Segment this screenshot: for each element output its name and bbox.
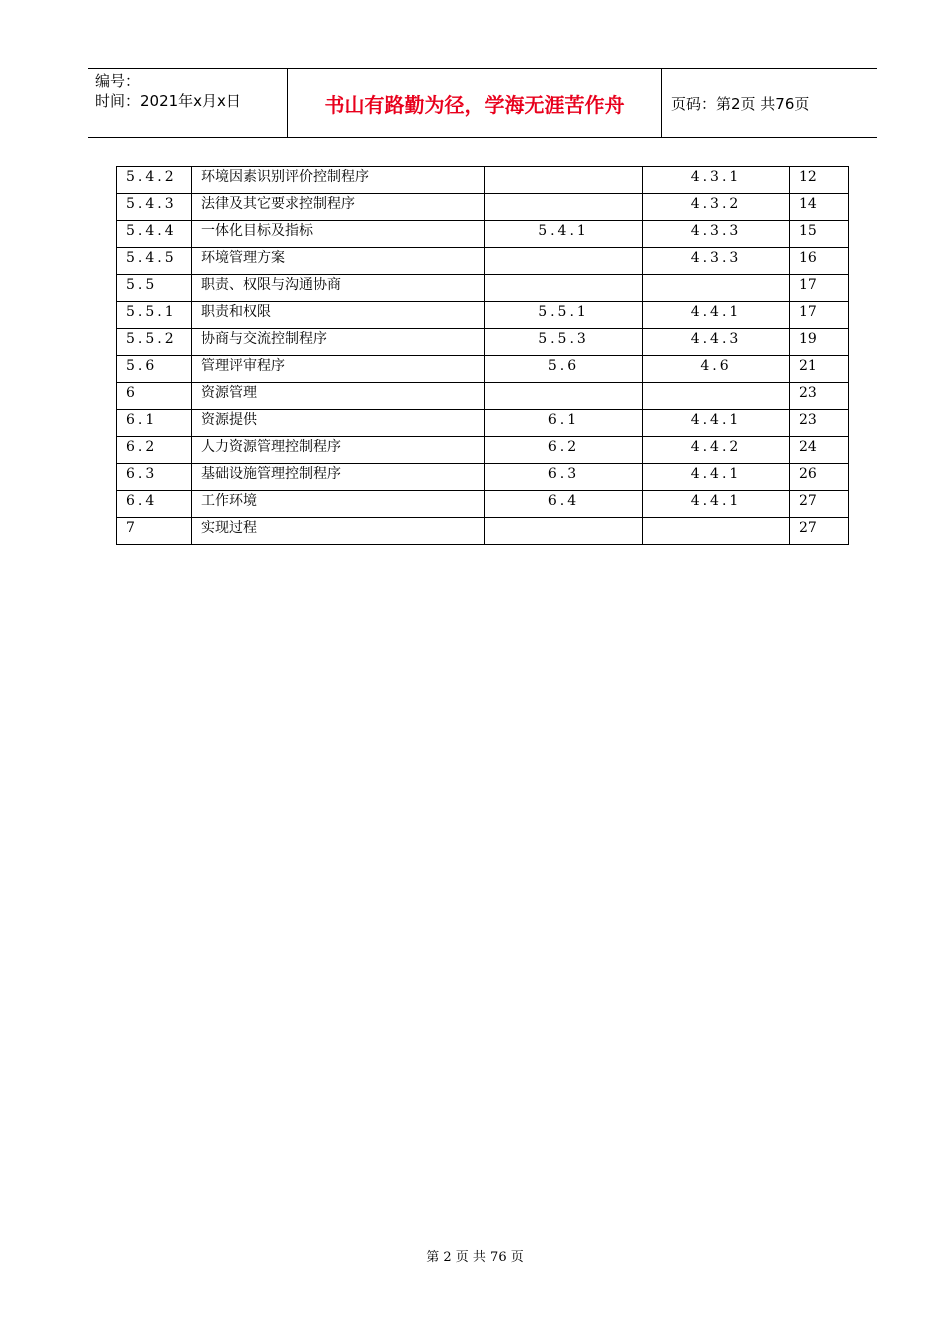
section-title: 资源提供 (201, 412, 257, 428)
ref-clause-b: 4.4.2 (690, 439, 742, 455)
table-row (117, 437, 849, 464)
section-number: 5.4.4 (126, 223, 177, 239)
page-number: 16 (799, 250, 817, 266)
ref-clause-b: 4.4.1 (690, 412, 742, 428)
ref-clause-b: 4.3.3 (690, 223, 742, 239)
table-row (117, 410, 849, 437)
section-title: 一体化目标及指标 (201, 223, 313, 239)
table-row (117, 248, 849, 275)
ref-clause-a: 6.1 (547, 412, 580, 428)
table-row (117, 167, 849, 194)
ref-clause-b: 4.4.1 (690, 304, 742, 320)
section-number: 6.2 (126, 439, 158, 455)
section-title: 实现过程 (201, 520, 257, 536)
page-number: 12 (799, 169, 817, 185)
section-number: 7 (126, 520, 138, 536)
section-number: 6.1 (126, 412, 158, 428)
ref-clause-b: 4.6 (700, 358, 732, 374)
page-number: 14 (799, 196, 817, 212)
page-number: 24 (799, 439, 817, 455)
page-number: 15 (799, 223, 817, 239)
section-number: 6.4 (126, 493, 158, 509)
table-row (117, 518, 849, 545)
toc-table (116, 166, 849, 545)
section-number: 5.6 (126, 358, 158, 374)
table-row (117, 329, 849, 356)
page-footer: 第 2 页 共 76 页 (426, 1250, 524, 1265)
page-number: 21 (799, 358, 817, 374)
ref-clause-a: 5.5.1 (538, 304, 589, 320)
section-title: 人力资源管理控制程序 (201, 439, 341, 455)
ref-clause-a: 5.5.3 (538, 331, 589, 347)
code-label: 编号： (95, 72, 141, 90)
section-title: 环境因素识别评价控制程序 (201, 169, 369, 185)
ref-clause-b: 4.4.1 (690, 493, 742, 509)
section-title: 基础设施管理控制程序 (201, 466, 341, 482)
table-row (117, 302, 849, 329)
page-number: 17 (799, 277, 817, 293)
section-title: 协商与交流控制程序 (201, 331, 327, 347)
section-number: 5.5.1 (126, 304, 177, 320)
page-number: 17 (799, 304, 817, 320)
section-title: 资源管理 (201, 385, 257, 401)
time-label: 时间：2021年x月x日 (95, 92, 241, 110)
header-page-info: 页码：第2页 共76页 (671, 94, 810, 113)
ref-clause-a: 5.6 (547, 358, 580, 374)
toc-body (117, 167, 849, 545)
ref-clause-a: 5.4.1 (538, 223, 589, 239)
section-number: 5.4.5 (126, 250, 177, 266)
ref-clause-b: 4.4.3 (690, 331, 742, 347)
table-row (117, 464, 849, 491)
section-title: 工作环境 (201, 493, 257, 509)
ref-clause-a: 6.3 (547, 466, 580, 482)
ref-clause-b: 4.3.3 (690, 250, 742, 266)
ref-clause-a: 6.2 (547, 439, 580, 455)
table-row (117, 356, 849, 383)
section-number: 6 (126, 385, 138, 401)
ref-clause-a: 6.4 (547, 493, 580, 509)
page-number: 23 (799, 412, 817, 428)
section-number: 5.4.3 (126, 196, 177, 212)
section-title: 法律及其它要求控制程序 (201, 196, 355, 212)
table-row (117, 221, 849, 248)
ref-clause-b: 4.3.2 (690, 196, 742, 212)
section-title: 职责、权限与沟通协商 (201, 277, 341, 293)
page-number: 19 (799, 331, 817, 347)
section-title: 职责和权限 (201, 304, 271, 320)
section-number: 6.3 (126, 466, 158, 482)
page-header (88, 68, 877, 138)
table-row (117, 383, 849, 410)
table-row (117, 275, 849, 302)
ref-clause-b: 4.3.1 (690, 169, 742, 185)
header-divider (661, 69, 662, 137)
page-number: 27 (799, 493, 817, 509)
table-row (117, 491, 849, 518)
ref-clause-b: 4.4.1 (690, 466, 742, 482)
page-number: 26 (799, 466, 817, 482)
section-number: 5.5.2 (126, 331, 177, 347)
section-title: 管理评审程序 (201, 358, 285, 374)
page-number: 27 (799, 520, 817, 536)
header-meta (95, 71, 241, 111)
table-row (117, 194, 849, 221)
header-motto: 书山有路勤为径，学海无涯苦作舟 (324, 92, 625, 117)
page-number: 23 (799, 385, 817, 401)
section-title: 环境管理方案 (201, 250, 285, 266)
section-number: 5.4.2 (126, 169, 177, 185)
section-number: 5.5 (126, 277, 158, 293)
